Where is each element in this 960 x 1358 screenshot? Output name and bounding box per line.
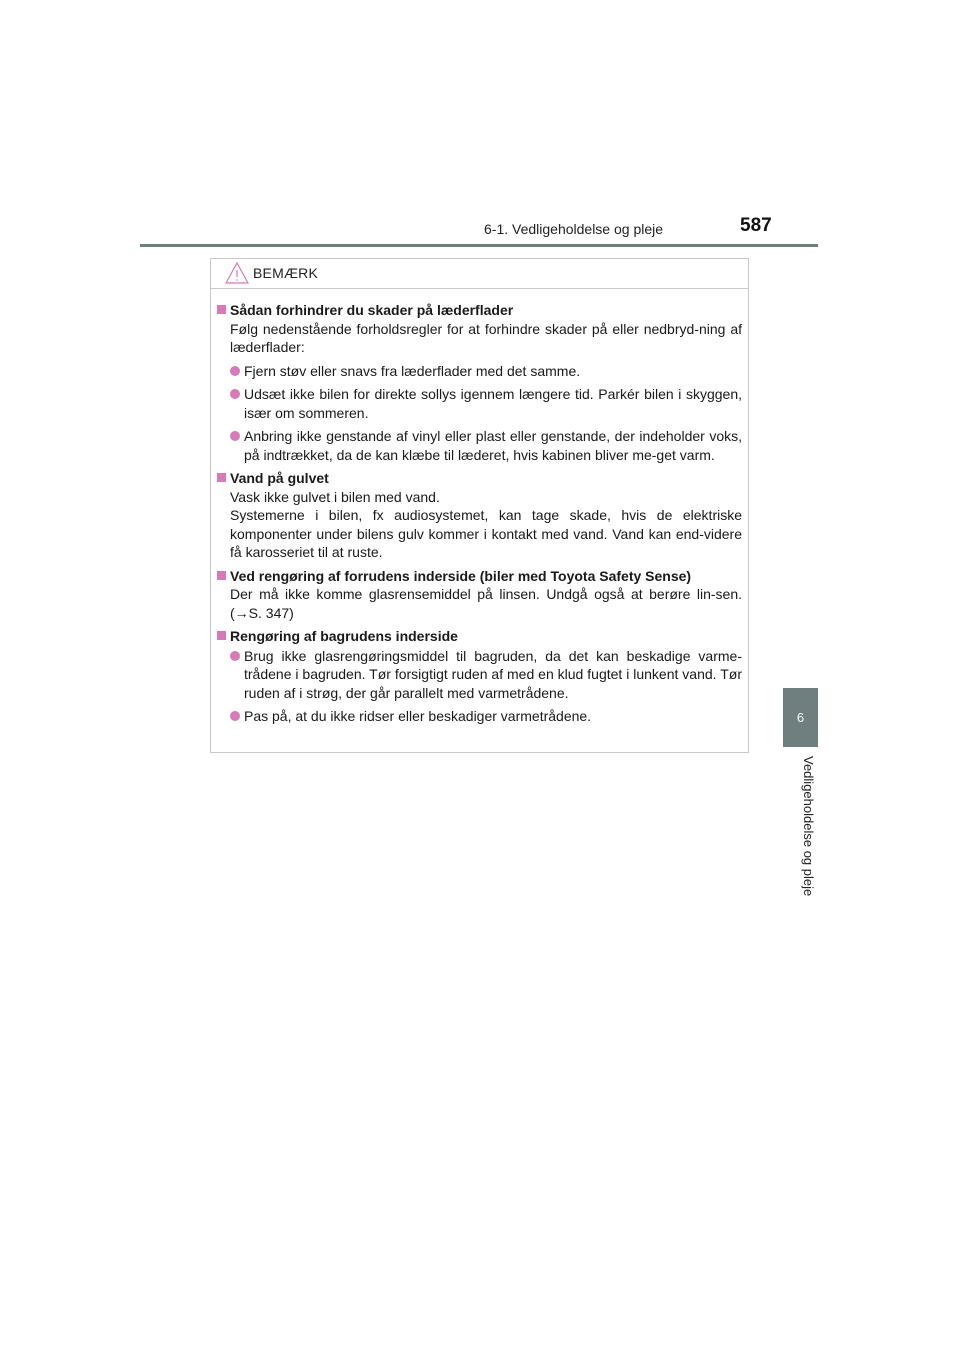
round-bullet-icon xyxy=(230,651,240,661)
header-section-title: 6-1. Vedligeholdelse og pleje xyxy=(484,221,664,237)
chapter-number: 6 xyxy=(796,710,805,725)
list-item: Anbring ikke genstande af vinyl eller plast eller genstande, der indeholder voks, på indtrækket, da de kan klæbe til læderet, hvis kabinen bliver me-get varm. xyxy=(230,427,742,464)
header-rule xyxy=(140,244,818,247)
section-text: Vask ikke gulvet i bilen med vand. Systemerne i bilen, fx audiosystemet, kan tage skade, hvis de elektriske komponenter under bilens gulv kommer i kontakt med vand. Vand kan end-videre få karosseriet til at ruste. xyxy=(230,488,742,560)
square-bullet-icon xyxy=(217,571,226,580)
section-heading: Rengøring af bagrudens inderside xyxy=(217,627,742,646)
page-number: 587 xyxy=(740,215,772,236)
notice-body xyxy=(211,289,748,726)
notice-title: BEMÆRK xyxy=(253,265,318,281)
section-text: Der må ikke komme glasrensemiddel på linsen. Undgå også at berøre lin-sen. (→S. 347) xyxy=(230,586,742,621)
square-bullet-icon xyxy=(217,473,226,482)
list-item: Fjern støv eller snavs fra læderflader med det samme. xyxy=(230,362,742,381)
round-bullet-icon xyxy=(230,366,240,376)
square-bullet-icon xyxy=(217,631,226,640)
chapter-side-label: Vedligeholdelse og pleje xyxy=(801,756,816,897)
list-item: Brug ikke glasrengøringsmiddel til bagruden, da det kan beskadige varme-trådene i bagruden. Tør forsigtigt ruden af med en klud fugtet i lunkent vand. Tør ruden af i strøg, der går parallelt med varmetrådene. xyxy=(230,647,742,703)
round-bullet-icon xyxy=(230,431,240,441)
list-item: Udsæt ikke bilen for direkte sollys igennem længere tid. Parkér bilen i skyggen, især om sommeren. xyxy=(230,385,742,422)
warning-triangle-icon xyxy=(225,261,249,285)
chapter-tab xyxy=(783,688,818,747)
section-heading: Sådan forhindrer du skader på læderflader xyxy=(217,301,742,320)
square-bullet-icon xyxy=(217,305,226,314)
round-bullet-icon xyxy=(230,389,240,399)
list-item: Pas på, at du ikke ridser eller beskadiger varmetrådene. xyxy=(230,707,742,726)
section-text: Følg nedenstående forholdsregler for at forhindre skader på eller nedbryd-ning af læderflader: xyxy=(230,320,742,355)
notice-header xyxy=(211,259,748,289)
section-heading: Ved rengøring af forrudens inderside (biler med Toyota Safety Sense) xyxy=(217,567,742,586)
section-heading: Vand på gulvet xyxy=(217,469,742,488)
round-bullet-icon xyxy=(230,711,240,721)
notice-box xyxy=(210,258,749,753)
